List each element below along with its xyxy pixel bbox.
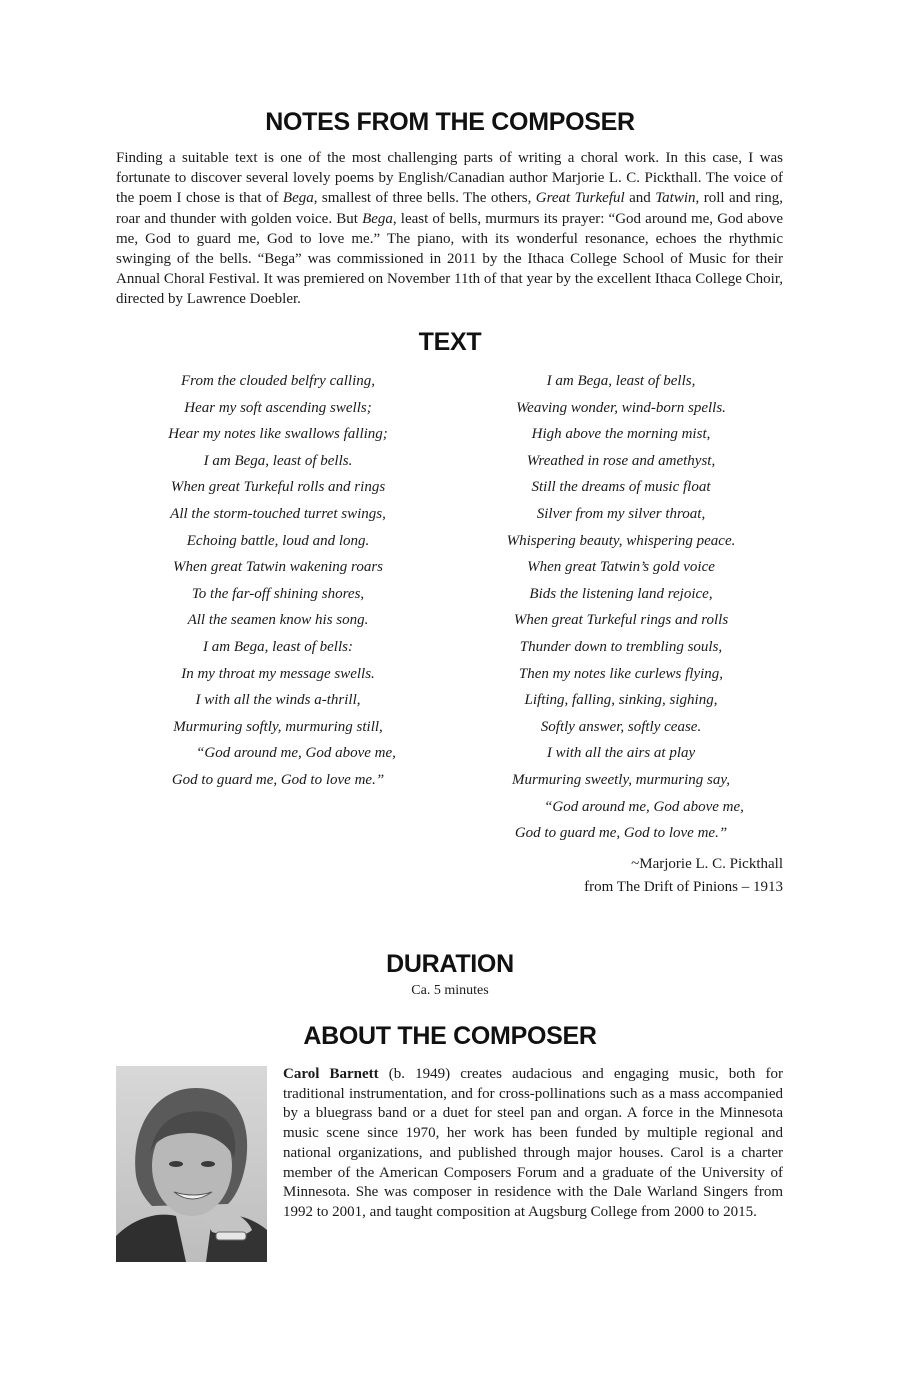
poem-line: From the clouded belfry calling, — [181, 373, 375, 389]
poem-line: High above the morning mist, — [531, 426, 711, 443]
poem-line: “God around me, God above me, — [196, 745, 396, 762]
notes-italic-bega: Bega — [362, 210, 393, 227]
poem-line: I am Bega, least of bells, — [546, 373, 696, 389]
poem-line: Hear my notes like swallows falling; — [168, 426, 388, 443]
poem-line: Softly answer, softly cease. — [540, 718, 702, 735]
poem-line: I am Bega, least of bells: — [203, 638, 353, 655]
duration-heading: DURATION — [386, 950, 514, 978]
poem-line: All the storm-touched turret swings, — [170, 505, 386, 522]
attribution-author: ~Marjorie L. C. Pickthall — [631, 856, 783, 872]
composer-photo — [116, 1066, 267, 1262]
composer-name: Carol Barnett — [283, 1066, 379, 1082]
poem-line: When great Tatwin’s gold voice — [527, 559, 715, 576]
notes-italic-turkeful: Great Turkeful — [535, 190, 625, 207]
about-heading: ABOUT THE COMPOSER — [303, 1022, 597, 1050]
poem-line: When great Tatwin wakening roars — [172, 559, 383, 576]
poem-line: When great Turkeful rings and rolls — [513, 612, 729, 629]
duration-value: Ca. 5 minutes — [411, 983, 489, 998]
poem-line: In my throat my message swells. — [181, 665, 375, 682]
poem-line: I with all the winds a-thrill, — [195, 692, 361, 709]
notes-text: , roll and ring, roar and thunder with golden voice. But — [116, 190, 783, 227]
poem-line: God to guard me, God to love me.” — [171, 771, 385, 788]
notes-text: , least of bells, murmurs its prayer: “God around me, God above me, God to guard me, God to love me.” The piano, with its wonderful resonance, echoes the rhythmic swinging of the bells. “Bega” was commissioned in 2011 by the Ithaca College School of Music for their Annual Choral Festival. It was premiered on November 11th of that year by the excellent Ithaca College Choir, directed by Lawrence Doebler. — [116, 210, 783, 308]
poem-line: Still the dreams of music float — [531, 479, 711, 496]
notes-text: , smallest of three bells. The others, — [313, 190, 536, 207]
notes-paragraph — [116, 148, 783, 310]
text-heading: TEXT — [418, 328, 482, 356]
poem-line: Thunder down to trembling souls, — [519, 638, 723, 655]
composer-portrait-image — [116, 1066, 267, 1262]
poem-line: Bids the listening land rejoice, — [529, 585, 713, 602]
poem-line: Echoing battle, loud and long. — [186, 532, 370, 549]
poem-line: Whispering beauty, whispering peace. — [506, 532, 736, 549]
poem-attribution — [584, 853, 783, 899]
notes-text: Finding a suitable text is one of the most challenging parts of writing a choral work. In this case, I was fortunate to discover several lovely poems by English/Canadian author Marjorie L. C. Pickthall. The voice of the poem I chose is that of — [116, 150, 783, 207]
poem-line: When great Turkeful rolls and rings — [170, 479, 386, 496]
poem-line: Wreathed in rose and amethyst, — [526, 452, 716, 469]
poem-line: “God around me, God above me, — [544, 798, 744, 815]
poem-line: Weaving wonder, wind-born spells. — [516, 399, 726, 416]
poem-line: I with all the airs at play — [546, 745, 696, 762]
poem-line: Hear my soft ascending swells; — [184, 399, 372, 416]
poem-line: Silver from my silver throat, — [536, 505, 706, 522]
composer-bio-text: (b. 1949) creates audacious and engaging music, both for traditional instrumentation, and for cross-pollinations such as a mass accompanied by a bluegrass band or a duet for steel pan and organ. A force in the Minnesota music scene since 1970, her work has been funded by multiple regional and national organizations, and published through major houses. Carol is a charter member of the American Composers Forum and a graduate of the University of Minnesota. She was composer in residence with the Dale Warland Singers from 1992 to 2001, and taught composition at Augsburg College from 2000 to 2015. — [283, 1066, 783, 1220]
poem-line: Murmuring sweetly, murmuring say, — [512, 771, 730, 788]
attribution-source: from The Drift of Pinions – 1913 — [584, 879, 783, 895]
poem-line: Lifting, falling, sinking, sighing, — [524, 692, 718, 709]
poem-line: I am Bega, least of bells. — [203, 452, 353, 469]
poem-line: Then my notes like curlews flying, — [518, 665, 724, 682]
poem-line: All the seamen know his song. — [187, 612, 369, 629]
poem-line: God to guard me, God to love me.” — [514, 825, 728, 842]
poem-left-column — [128, 368, 428, 794]
poem-line: To the far-off shining shores, — [191, 585, 365, 602]
notes-text: and — [624, 190, 656, 207]
notes-italic-bega: Bega — [282, 190, 314, 207]
notes-italic-tatwin: Tatwin — [655, 190, 696, 207]
poem-right-column — [471, 368, 771, 847]
notes-heading: NOTES FROM THE COMPOSER — [265, 108, 635, 136]
poem-line: Murmuring softly, murmuring still, — [173, 718, 383, 735]
composer-bio — [283, 1065, 783, 1223]
